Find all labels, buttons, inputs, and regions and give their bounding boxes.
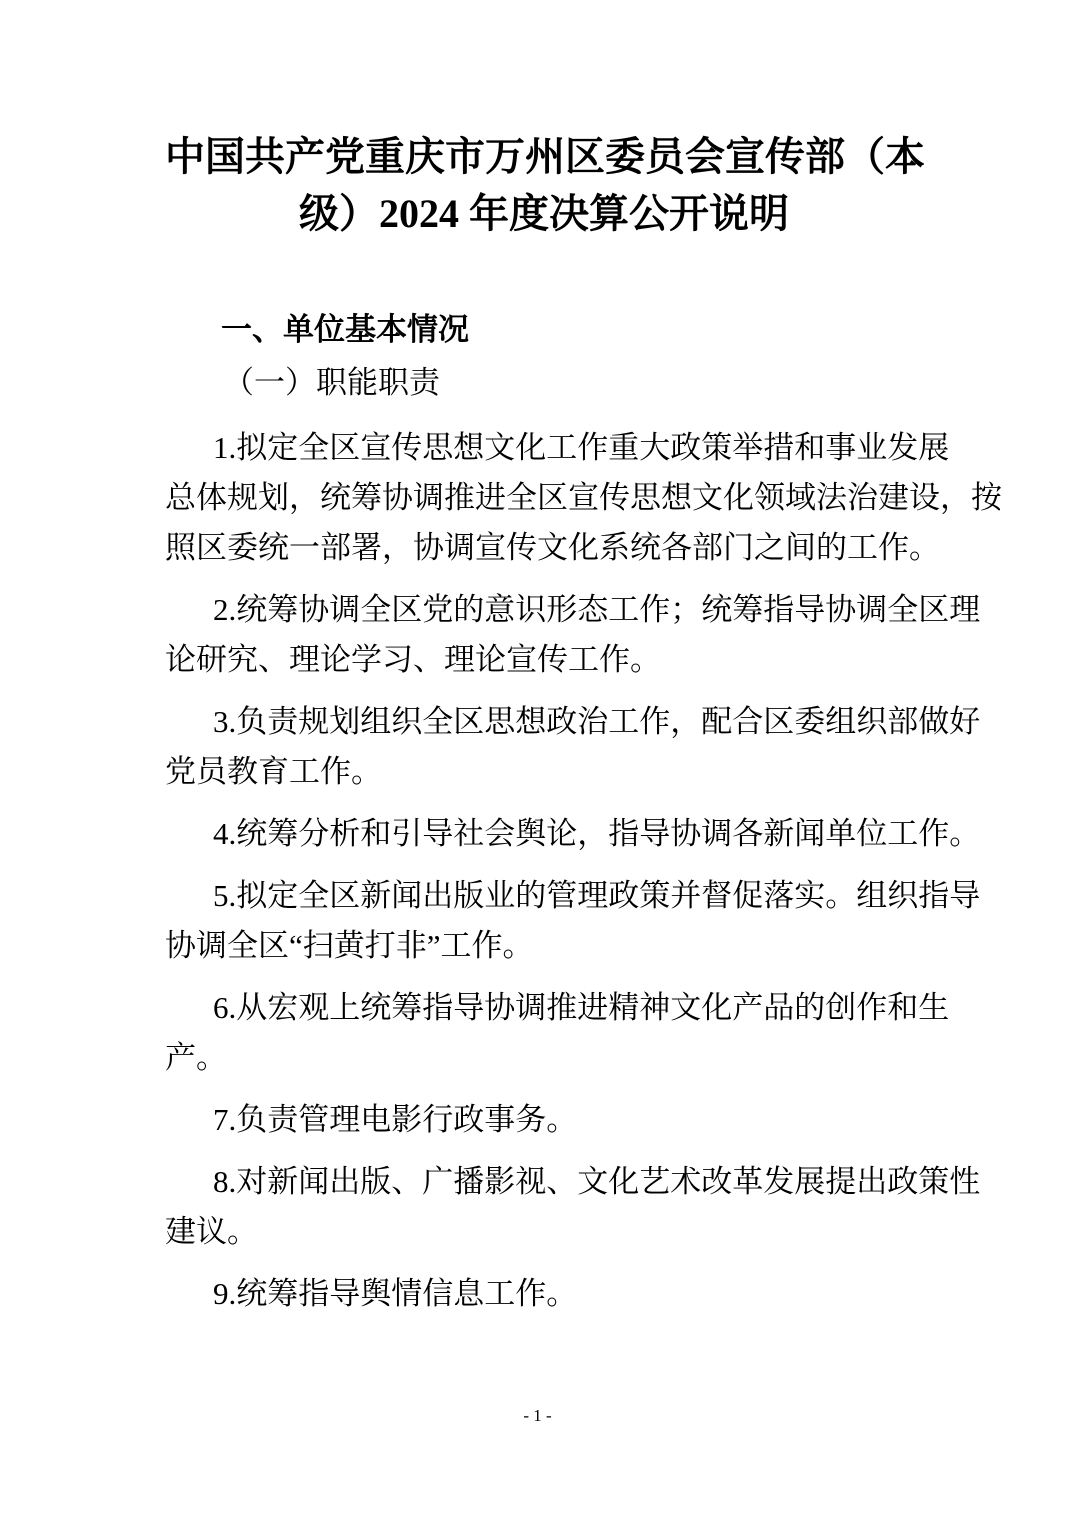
page-number: - 1 - <box>523 1406 552 1425</box>
section-heading-basic-info: 一、单位基本情况 <box>221 312 469 347</box>
paragraph-1-line-2: 总体规划，统筹协调推进全区宣传思想文化领域法治建设，按 <box>165 480 1002 515</box>
subsection-heading-duties: （一）职能职责 <box>223 365 440 400</box>
paragraph-4-line-1: 4.统筹分析和引导社会舆论，指导协调各新闻单位工作。 <box>213 816 981 851</box>
paragraph-1-line-3: 照区委统一部署，协调宣传文化系统各部门之间的工作。 <box>165 530 940 565</box>
document-body <box>165 305 1005 1319</box>
paragraph-5 <box>165 871 1005 971</box>
paragraph-3-line-2: 党员教育工作。 <box>165 754 382 789</box>
paragraph-6 <box>165 983 1005 1083</box>
paragraph-3-line-1: 3.负责规划组织全区思想政治工作，配合区委组织部做好 <box>213 704 981 739</box>
document-title-line-2: 级）2024 年度决算公开说明 <box>299 191 789 236</box>
paragraph-3 <box>165 697 1005 797</box>
document-title <box>165 128 923 242</box>
paragraph-5-line-1: 5.拟定全区新闻出版业的管理政策并督促落实。组织指导 <box>213 878 981 913</box>
paragraph-2-line-1: 2.统筹协调全区党的意识形态工作；统筹指导协调全区理 <box>213 592 981 627</box>
paragraph-9 <box>165 1269 1005 1319</box>
paragraph-6-line-2: 产。 <box>165 1040 227 1075</box>
paragraph-5-line-2: 协调全区“扫黄打非”工作。 <box>165 928 534 963</box>
paragraph-1 <box>165 423 1005 573</box>
paragraph-9-line-1: 9.统筹指导舆情信息工作。 <box>213 1276 578 1311</box>
paragraph-4 <box>165 809 1005 859</box>
paragraph-7 <box>165 1095 1005 1145</box>
paragraph-2-line-2: 论研究、理论学习、理论宣传工作。 <box>165 642 661 677</box>
paragraph-8-line-2: 建议。 <box>165 1214 258 1249</box>
paragraph-1-line-1: 1.拟定全区宣传思想文化工作重大政策举措和事业发展 <box>213 430 950 465</box>
paragraph-7-line-1: 7.负责管理电影行政事务。 <box>213 1102 578 1137</box>
paragraph-8-line-1: 8.对新闻出版、广播影视、文化艺术改革发展提出政策性 <box>213 1164 981 1199</box>
document-title-line-1: 中国共产党重庆市万州区委员会宣传部（本 <box>165 134 925 179</box>
paragraph-2 <box>165 585 1005 685</box>
paragraph-8 <box>165 1157 1005 1257</box>
paragraph-6-line-1: 6.从宏观上统筹指导协调推进精神文化产品的创作和生 <box>213 990 950 1025</box>
